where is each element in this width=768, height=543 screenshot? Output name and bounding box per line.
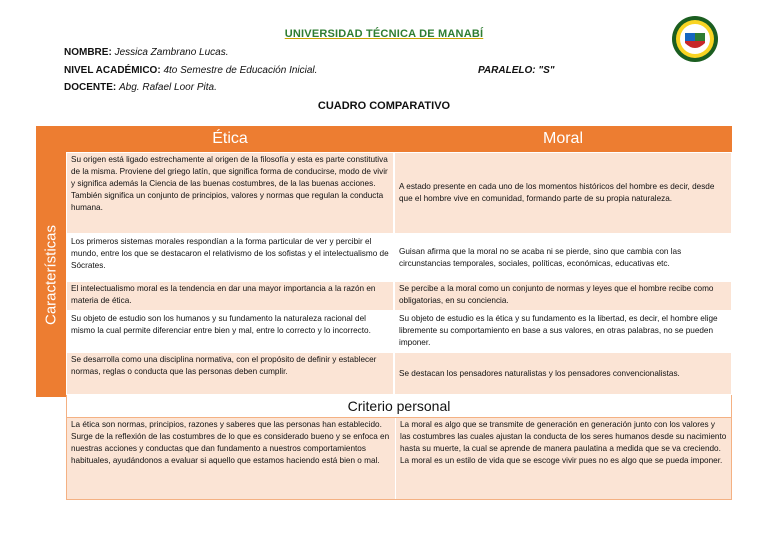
moral-cell-4: Su objeto de estudio es la ética y su fundamento es la libertad, es decir, el hombre elige libremente su comportamiento en base a sus valores, en otras palabras, no se pueden imponer. [394, 311, 732, 352]
moral-cell-5: Se destacan los pensadores naturalistas y los pensadores convencionalistas. [394, 352, 732, 395]
moral-cell-2: Guisan afirma que la moral no se acaba ni se pierde, sino que cambia con las circunstancias temporales, sociales, políticas, económicas, educativas etc. [394, 234, 732, 281]
academic-level: NIVEL ACADÉMICO: 4to Semestre de Educación Inicial. [64, 65, 318, 76]
criterio-moral-cell: La moral es algo que se transmite de generación en generación junto con los valores y las costumbres las cuales ajustan la conducta de los seres humanos desde su nacimiento hasta su muerte, la cual se aprende de manera paulatina a medida que se va creciendo. La moral es un estilo de vida que se escoge vivir pues no es algo que se pueda imponer. [396, 418, 731, 499]
etica-cell-4: Su objeto de estudio son los humanos y su fundamento la naturaleza racional del mismo la cual permite diferenciar entre bien y mal, entre lo correcto y lo incorrecto. [66, 311, 394, 352]
moral-cell-1: A estado presente en cada uno de los momentos históricos del hombre es decir, desde que el hombre vive en comunidad, formando parte de su propia naturaleza. [394, 152, 732, 234]
etica-cell-5: Se desarrolla como una disciplina normativa, con el propósito de definir y establecer normas, reglas o conducta que las personas deben cumplir. [66, 352, 394, 395]
paralelo: PARALELO: "S" [478, 65, 555, 76]
student-name: NOMBRE: Jessica Zambrano Lucas. [64, 47, 229, 58]
criterio-personal-title: Criterio personal [66, 395, 732, 417]
side-label-characteristics: Características [36, 152, 66, 397]
column-header-moral: Moral [394, 126, 732, 152]
etica-cell-1: Su origen está ligado estrechamente al origen de la filosofía y esta es parte constitutiva de la misma. Proviene del griego latín, que significa forma de conducirse, modo de vivir y significa además la Ciencia de las buenas costumbres, de la las buenas acciones. También significa un conjunto de principios, valores y normas que regulan la conducta humana. [66, 152, 394, 234]
university-logo [671, 15, 719, 63]
moral-cell-3: Se percibe a la moral como un conjunto de normas y leyes que el hombre recibe como obligatorias, en su conciencia. [394, 281, 732, 311]
document-title: CUADRO COMPARATIVO [317, 100, 451, 112]
criterio-etica-cell: La ética son normas, principios, razones y saberes que las personas han establecido. Surge de la reflexión de las costumbres de lo que es considerado bueno y se enfoca en nuestras acciones y conductas que dan fundamento a nuestros comportamientos habituales, ayudándonos a evaluar si aquello que estamos haciendo está bien o mal. [67, 418, 395, 499]
teacher: DOCENTE: Abg. Rafael Loor Pita. [64, 82, 217, 93]
criterio-personal-row [66, 417, 732, 500]
university-title: UNIVERSIDAD TÉCNICA DE MANABÍ [284, 28, 484, 40]
etica-cell-3: El intelectualismo moral es la tendencia en dar una mayor importancia a la razón en materia de ética. [66, 281, 394, 311]
table-corner [36, 126, 66, 152]
etica-cell-2: Los primeros sistemas morales respondían a la forma particular de ver y percibir el mundo, entre los que se destacaron el relativismo de los sofistas y el intelectualismo de Sócrates. [66, 234, 394, 281]
column-header-etica: Ética [66, 126, 394, 152]
